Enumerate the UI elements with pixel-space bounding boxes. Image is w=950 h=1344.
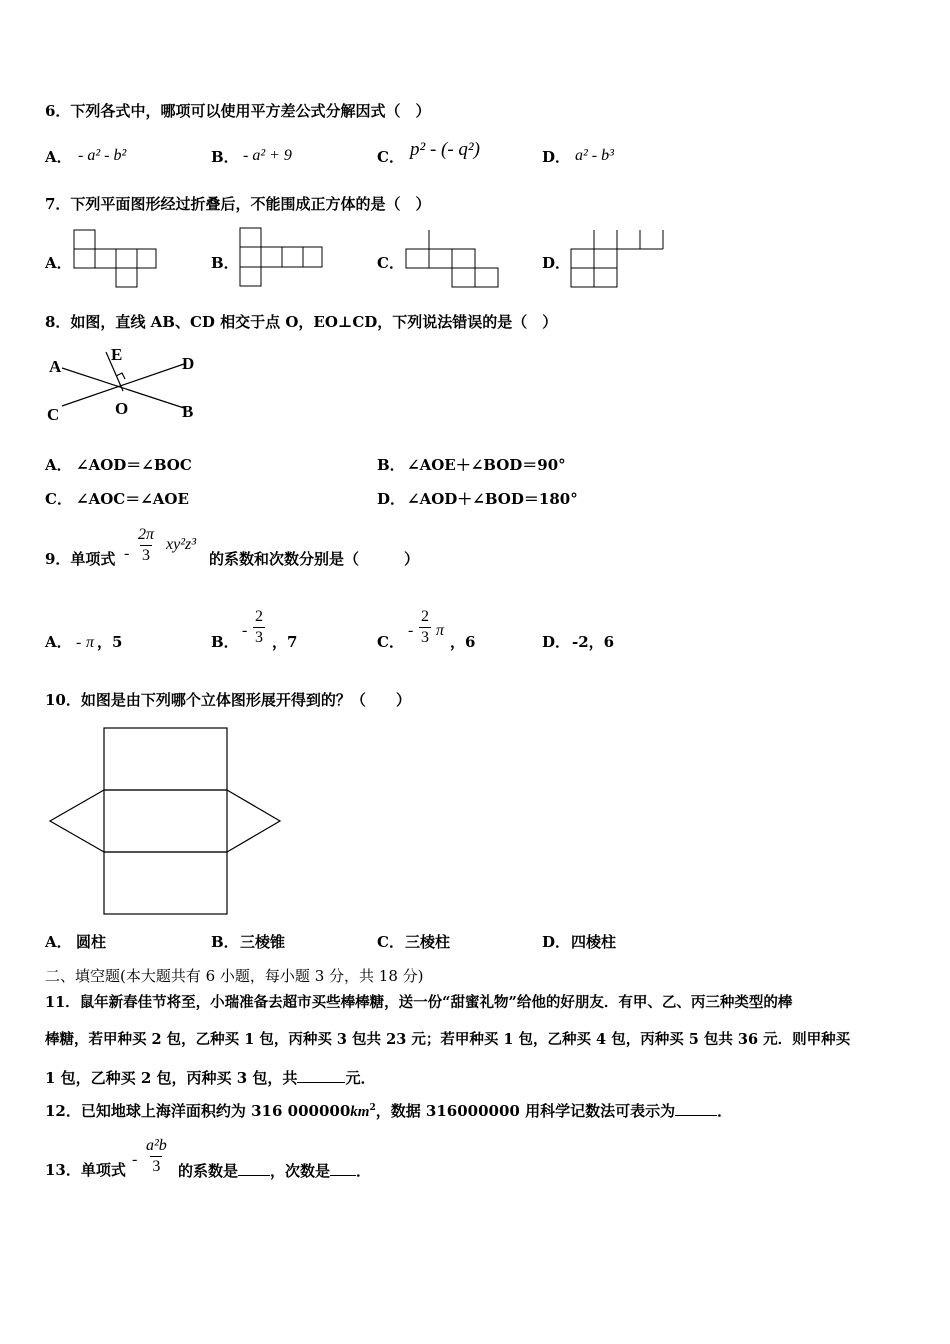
q9-monomial-fraction [136, 527, 156, 564]
q9-option-b-label: B． [211, 633, 239, 651]
q13-monomial-sign: - [132, 1151, 138, 1168]
q11-line2: 棒糖，若甲种买 2 包，乙种买 1 包，丙种买 3 包共 23 元；若甲种买 1 包，乙种买 4 包，丙种买 5 包共 36 元．则甲种买 [45, 1031, 851, 1048]
q8-option-c-label: C． [45, 490, 72, 508]
q8-option-d-text: ∠AOD＋∠BOD＝180° [407, 490, 578, 508]
q13-line-tail [178, 1163, 371, 1179]
q13-degree-blank[interactable] [330, 1163, 356, 1176]
q13-coefficient-blank[interactable] [238, 1163, 270, 1176]
q8-label-a: A [49, 357, 62, 376]
q11-line3-prefix: 1 包，乙种买 2 包，丙种买 3 包，共 [45, 1069, 298, 1087]
q10-option-d-label: D． [542, 933, 571, 951]
q6-option-c-expr: p² - (- q²) [410, 139, 480, 160]
q6-option-b-expr: - a² + 9 [243, 147, 292, 164]
q10-option-c-label: C． [377, 933, 404, 951]
q6-option-c-label: C． [377, 148, 404, 166]
q9-option-a-pi: π [86, 634, 95, 651]
q9-option-b-tail: ，7 [272, 633, 298, 651]
q13-prefix: 13．单项式 [45, 1161, 126, 1179]
q10-option-b-text: 三棱锥 [240, 933, 286, 951]
q9-option-c-pi: π [436, 622, 445, 639]
q9-monomial-numerator: 2π [138, 526, 155, 543]
q9-option-a-tail: ，5 [97, 633, 123, 651]
q13-suffix: 的系数是 [178, 1162, 239, 1180]
q7-option-a-label: A． [45, 254, 72, 272]
section-heading: 二、填空题(本大题共有 6 小题，每小题 3 分，共 18 分) [45, 967, 424, 985]
q9-option-b-fraction [253, 609, 265, 646]
q7-net-d-figure [567, 226, 671, 290]
q9-option-c-fraction [419, 609, 431, 646]
q7-option-c-label: C． [377, 254, 404, 272]
q7-net-c-figure [402, 226, 502, 290]
q11-line3 [45, 1070, 375, 1086]
q11-line3-suffix: 元． [345, 1069, 376, 1087]
q8-label-d: D [182, 354, 195, 373]
q11-answer-blank[interactable] [297, 1070, 345, 1083]
q13-end: ． [356, 1162, 372, 1180]
q8-label-b: B [182, 402, 194, 421]
q10-option-d-text: 四棱柱 [571, 933, 617, 951]
q8-option-b-label: B． [377, 456, 405, 474]
q9-option-a-label: A． [45, 633, 72, 651]
q9-option-a-sign: - [76, 634, 82, 651]
q6-option-a-expr: - a² - b² [78, 147, 127, 164]
q9-option-c-denominator: 3 [421, 629, 429, 646]
q8-option-b-text: ∠AOE＋∠BOD＝90° [407, 456, 566, 474]
q8-label-o: O [115, 399, 129, 418]
q9-option-c-sign: - [408, 622, 414, 639]
q7-net-a-figure [70, 226, 160, 290]
q8-option-d-label: D． [377, 490, 406, 508]
q9-option-c-tail: ，6 [450, 633, 476, 651]
q10-stem: 10．如图是由下列哪个立体图形展开得到的？（ ） [45, 691, 411, 709]
q11-line1: 11．鼠年新春佳节将至，小瑞准备去超市买些棒棒糖，送一份“甜蜜礼物”给他的好朋友．有甲、乙、丙三种类型的棒 [45, 994, 793, 1011]
q10-option-c-text: 三棱柱 [405, 933, 451, 951]
q13-monomial-fraction [144, 1138, 169, 1175]
q9-stem-prefix: 9．单项式 [45, 550, 116, 568]
q9-option-c-label: C． [377, 633, 404, 651]
q7-option-b-label: B． [211, 254, 239, 272]
q7-stem: 7．下列平面图形经过折叠后，不能围成正方体的是（ ） [45, 195, 431, 213]
q10-option-a-text: 圆柱 [76, 933, 107, 951]
q6-option-a-label: A． [45, 148, 72, 166]
q12-line [45, 1103, 732, 1120]
q12-end: ． [717, 1102, 733, 1120]
q6-stem: 6．下列各式中，哪项可以使用平方差公式分解因式（ ） [45, 102, 431, 120]
q8-label-c: C [47, 405, 60, 424]
q8-lines-figure [44, 342, 214, 424]
q12-suffix: ，数据 316000000 用科学记数法可表示为 [375, 1102, 676, 1120]
q12-answer-blank[interactable] [675, 1103, 717, 1116]
q10-net-figure [46, 724, 286, 920]
q8-option-a-text: ∠AOD＝∠BOC [76, 456, 192, 474]
q12-unit-exp: 2 [369, 1103, 376, 1113]
q12-unit: km [350, 1104, 370, 1120]
q9-stem-suffix: 的系数和次数分别是（ ） [209, 550, 420, 568]
q9-option-d-text: -2，6 [572, 633, 615, 651]
q7-net-b-figure [236, 224, 326, 290]
q13-monomial-numerator: a²b [146, 1137, 167, 1154]
q9-option-d-label: D． [542, 633, 571, 651]
q9-monomial-vars: xy²z³ [166, 536, 197, 553]
q9-monomial-sign: - [124, 545, 130, 562]
q8-option-c-text: ∠AOC＝∠AOE [76, 490, 189, 508]
q8-label-e: E [111, 345, 123, 364]
q8-option-a-label: A． [45, 456, 72, 474]
q6-option-d-expr: a² - b³ [575, 147, 614, 164]
q9-option-c-numerator: 2 [421, 608, 429, 625]
q9-option-b-denominator: 3 [255, 629, 263, 646]
q12-prefix: 12．已知地球上海洋面积约为 316 000000 [45, 1102, 351, 1120]
q13-monomial-denominator: 3 [152, 1158, 161, 1175]
q6-option-d-label: D． [542, 148, 571, 166]
q7-option-d-label: D． [542, 254, 571, 272]
q9-option-b-sign: - [242, 622, 248, 639]
q8-stem: 8．如图，直线 AB、CD 相交于点 O，EO⊥CD，下列说法错误的是（ ） [45, 313, 558, 331]
q9-option-b-numerator: 2 [255, 608, 263, 625]
q10-option-b-label: B． [211, 933, 239, 951]
q9-monomial-denominator: 3 [142, 547, 150, 564]
q10-option-a-label: A． [45, 933, 72, 951]
q13-middle: ，次数是 [270, 1162, 331, 1180]
q6-option-b-label: B． [211, 148, 239, 166]
